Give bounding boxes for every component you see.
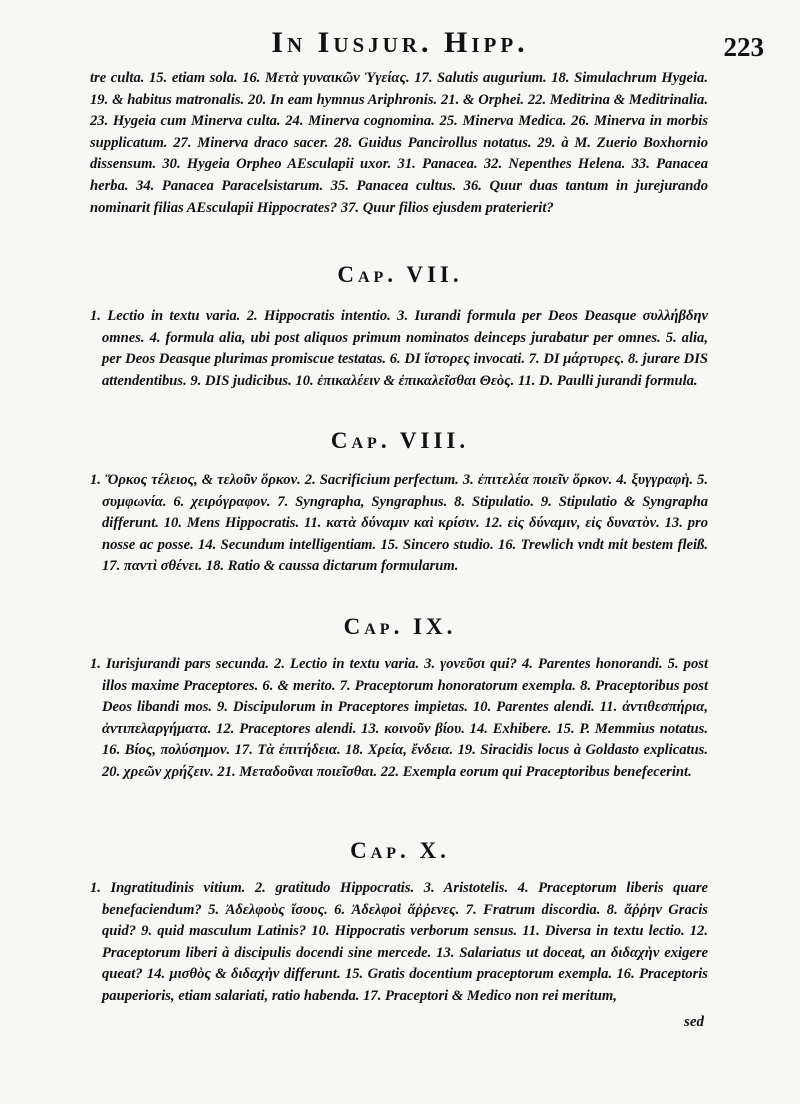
chapter-summary-text: 1. Iurisjurandi pars secunda. 2. Lectio in textu varia. 3. γονεῦσι qui? 4. Parentes honorandi. 5. post illos maxime Praceptores. 6. & merito. 7. Praceptorum honoratorum exempla. 8. Praceptoribus post Deos libandi mos. 9. Discipulorum in Praceptores impietas. 10. Parentes alendi. 11. ἀντιθεσπήρια, ἀντιπελαργήματα. 12. Praceptores alendi. 13. κοινοῦν βίου. 14. Exhibere. 15. P. Memmius notatus. 16. Βίος, πολύσημον. 17. Τὰ ἐπιτήδεια. 18. Χρεία, ἔνδεια. 19. Siracidis locus à Goldasto explicatus. 20. χρεῶν χρήζειν. 21. Μεταδοῦναι ποιεῖσθαι. 22. Exempla eorum qui Praceptoribus benefecerint. [90, 656, 708, 780]
chapter-summary [90, 654, 708, 784]
chapter-heading: Cap. IX. [343, 614, 457, 639]
running-head [0, 26, 800, 66]
intro-text [90, 68, 708, 219]
running-title: In Iusjur. Hipp. [271, 26, 529, 59]
chapter-summary [90, 306, 708, 392]
chapter-summary-text: 1. Ingratitudinis vitium. 2. gratitudo Hippocratis. 3. Aristotelis. 4. Praceptorum liberis quare benefaciendum? 5. Ἀδελφοὺς ἴσους. 6. Ἀδελφοὶ ἄῤῥενες. 7. Fratrum discordia. 8. ἄῤῥην Gracis quid? 9. quid masculum Latinis? 10. Hippocratis verborum sensus. 11. Diversa in textu lectio. 12. Praceptorum liberi à discipulis docendi sine mercede. 13. Salariatus ut doceat, an διδαχὴν exigere queat? 14. μισθὸς & διδαχὴν differunt. 15. Gratis docentium praceptorum exempla. 16. Praceptoris pauperioris, etiam salariati, ratio habenda. 17. Praceptori & Medico non rei meritum, [90, 880, 708, 1004]
intro-paragraph: tre culta. 15. etiam sola. 16. Μετὰ γυναικῶν Ὑγείας. 17. Salutis augurium. 18. Simulachrum Hygeia. 19. & habitus matronalis. 20. In eam hymnus Ariphronis. 21. & Orphei. 22. Meditrina & Meditrinalia. 23. Hygeia cum Minerva culta. 24. Minerva cognomina. 25. Minerva Medica. 26. Minerva in morbis supplicatum. 27. Minerva draco sacer. 28. Guidus Pancirollus notatus. 29. à M. Zuerio Boxhornio dissensum. 30. Hygeia Orpheo AEsculapii uxor. 31. Panacea. 32. Nepenthes Helena. 33. Panacea herba. 34. Panacea Paracelsistarum. 35. Panacea cultus. 36. Quur duas tantum in jurejurando nominarit filias AEsculapii Hippocrates? 37. Quur filios ejusdem praterierit? [90, 70, 708, 216]
catchword: sed [684, 1014, 704, 1030]
chapter-summary-text: 1. Lectio in textu varia. 2. Hippocratis intentio. 3. Iurandi formula per Deos Deasque συλλήβδην omnes. 4. formula alia, ubi post aliquos primum nominatos deinceps jurabatur per omnes. 5. alia, per Deos Deasque plurimas promiscue testatas. 6. DI ἵστορες invocati. 7. DI μάρτυρες. 8. jurare DIS attendentibus. 9. DIS judicibus. 10. ἐπικαλέειν & ἐπικαλεῖσθαι Θεὸς. 11. D. Paulli jurandi formula. [90, 308, 708, 389]
chapter-heading: Cap. X. [350, 838, 450, 863]
chapter-summary-text: 1. Ὅρκος τέλειος, & τελοῦν ὅρκον. 2. Sacrificium perfectum. 3. ἐπιτελέα ποιεῖν ὅρκον. 4. ξυγγραφὴ. 5. συμφωνία. 6. χειρόγραφον. 7. Syngrapha, Syngraphus. 8. Stipulatio. 9. Stipulatio & Syngrapha differunt. 10. Mens Hippocratis. 11. κατὰ δύναμιν καὶ κρίσιν. 12. εἰς δύναμιν, εἰς δυνατὸν. 13. pro nosse ac posse. 14. Secundum intelligentiam. 15. Sincero studio. 16. Trewlich vndt mit bestem fleiß. 17. παντὶ σθένει. 18. Ratio & caussa dictarum formularum. [90, 472, 708, 575]
chapter-heading: Cap. VII. [337, 262, 463, 287]
chapter-summary [90, 878, 708, 1008]
chapter-heading: Cap. VIII. [330, 428, 470, 453]
chapter-summary [90, 470, 708, 578]
page-number: 223 [723, 32, 764, 62]
